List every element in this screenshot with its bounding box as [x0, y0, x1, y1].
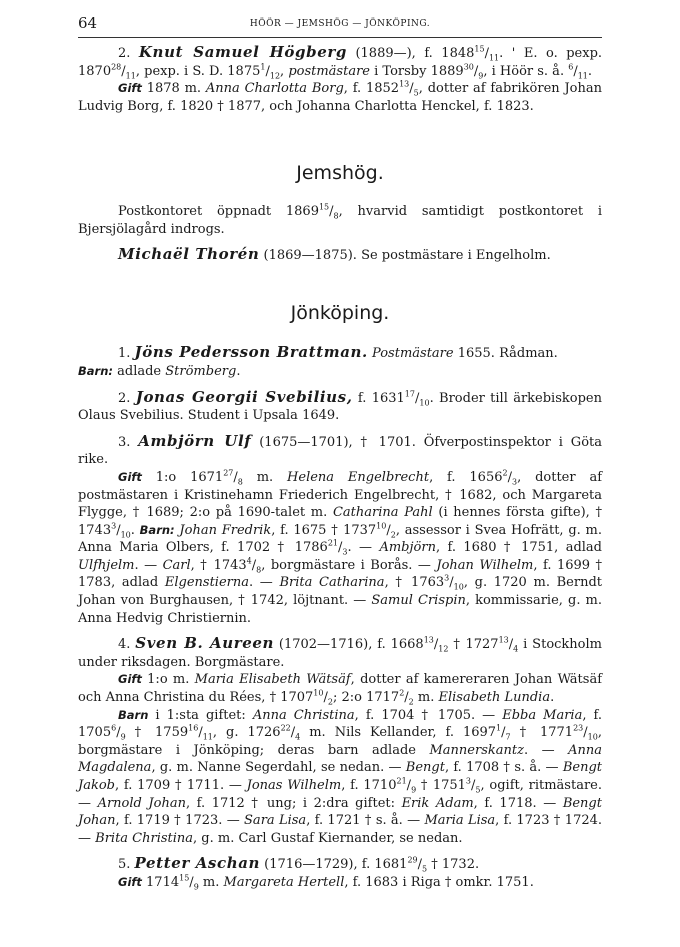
entry-jonkoping-3-gift: Gift 1:o $1671^{27}/_8$ m. Helena Engelbrecht, f. $1656^2/_3$, dotter af postmästaren i Kristinehamn Friederich Engelbrecht, † 1682, och Margareta Flygge, † 1689; 2:o på 1690-talet m. Catharina Pahl (i hennes första gifte), † $1743^3/_{10}$. Barn: Johan Fredrik, f. 1675 † $1737^{10}/_2$, assessor i Svea Hofrätt, g. m. Anna Maria Olbers, f. 1702 † $1786^{21}/_3$. — Ambjörn, f. 1680 † 1751, adlad Ulfhjelm. — Carl, † $1743^4/_8$, borgmästare i Borås. — Johan Wilhelm, f. 1699 † 1783, adlad Elgenstierna. — Brita Catharina, † $1763^3/_{10}$, g. 1720 m. Berndt Johan von Burghausen, † 1742, löjtnant. — Samul Crispin, kommissarie, g. m. Anna Hedvig Christiernin.: [78, 468, 603, 626]
section-heading-jonkoping: Jönköping.: [290, 301, 390, 324]
entry-jonkoping-2: 2. Jonas Georgii Svebilius, f. $1631^{17}/_{10}$. Broder till ärkebiskopen Olaus Svebilius. Student i Upsala 1649.: [78, 387, 602, 424]
entry-jonkoping-4-barn: Barn i 1:sta giftet: Anna Christina, f. 1704 † 1705. — Ebba Maria, f. $1705^6/_9$ † $1759^{16}/_{11}$, g. $1726^{22}/_4$ m. Nils Kellander, f. $1697^1/_7$ † $1771^{23}/_{10}$, borgmästare i Jönköping; deras barn adlade Mannerskantz. — Anna Magdalena, g. m. Nanne Segerdahl, se nedan. — Bengt, f. 1708 † s. å. — Bengt Jakob, f. 1709 † 1711. — Jonas Wilhelm, f. $1710^{21}/_9$ † $1751^3/_5$, ogift, ritmästare. — Arnold Johan, f. 1712 † ung; i 2:dra giftet: Erik Adam, f. 1718. — Bengt Johan, f. 1719 † 1723. — Sara Lisa, f. 1721 † s. å. — Maria Lisa, f. 1723 † 1724. — Brita Christina, g. m. Carl Gustaf Kiernander, se nedan.: [78, 707, 603, 846]
gift-label: Gift: [118, 469, 142, 484]
entry-jonkoping-3: 3. Ambjörn Ulf (1675—1701), † 1701. Öfverpostinspektor i Göta rike.: [78, 431, 602, 468]
jemshog-note: Postkontoret öppnadt $1869^{15}/_8$, hvarvid samtidigt postkontoret i Bjersjölagård indrogs.: [78, 202, 602, 237]
gift-label: Gift: [118, 81, 142, 96]
person-name: Michaël Thorén: [118, 245, 260, 264]
entry-jonkoping-5-gift: Gift $1714^{15}/_9$ m. Margareta Hertell, f. 1683 i Riga † omkr. 1751.: [118, 873, 534, 892]
page-header: [78, 14, 602, 36]
entry-hoor-2-gift: Gift 1878 m. Anna Charlotta Borg, f. $1852^{13}/_5$, dotter af fabrikören Johan Ludvig Borg, f. 1820 † 1877, och Johanna Charlotta Henckel, f. 1823.: [78, 79, 602, 114]
gift-label: Gift: [118, 672, 142, 687]
person-name: Jonas Georgii Svebilius,: [135, 387, 353, 406]
person-name: Knut Samuel Högberg: [138, 43, 347, 61]
barn-label: Barn: [118, 707, 149, 722]
entry-jonkoping-4: 4. Sven B. Aureen (1702—1716), f. $1668^{13}/_{12}$ † $1727^{13}/_4$ i Stockholm under riksdagen. Borgmästare.: [78, 634, 602, 670]
entry-jonkoping-4-gift: Gift 1:o m. Maria Elisabeth Wätsäf, dotter af kamereraren Johan Wätsäf och Anna Christina du Rées, † $1707^{10}/_2$; 2:o $1717^2/_2$ m. Elisabeth Lundia.: [78, 672, 603, 707]
section-heading-jemshog: Jemshög.: [296, 162, 384, 185]
entry-hoor-2: 2. Knut Samuel Högberg (1889—), f. $1848^{15}/_{11}$. ' E. o. pexp. $1870^{28}/_{11}$, pexp. i S. D. $1875^1/_{12}$, postmästare i Torsby $1889^{30}/_9$, i Höör s. å. $^6/_{11}$.: [78, 43, 603, 81]
header-rule: [78, 37, 602, 38]
entry-jonkoping-5: 5. Petter Aschan (1716—1729), f. $1681^{29}/_5$ † 1732.: [118, 854, 480, 874]
person-name: Ambjörn Ulf: [138, 431, 252, 450]
entry-jonkoping-1-barn: Barn: adlade Strömberg.: [78, 363, 241, 379]
barn-label: Barn:: [78, 363, 113, 378]
gift-label: Gift: [118, 874, 142, 889]
page-number: 64: [78, 14, 98, 32]
page-content: [78, 44, 602, 892]
entry-jemshog-thoren: Michaël Thorén (1869—1875). Se postmästare i Engelholm.: [118, 245, 551, 264]
person-name: Petter Aschan: [134, 854, 261, 873]
entry-jonkoping-1: 1. Jöns Pedersson Brattman. Postmästare 1655. Rådman.: [118, 343, 558, 362]
running-title: HÖÖR — JEMSHÖG — JÖNKÖPING.: [249, 19, 431, 29]
person-name: Sven B. Aureen: [135, 634, 274, 653]
barn-label: Barn:: [139, 522, 175, 537]
person-name: Jöns Pedersson Brattman.: [134, 343, 368, 362]
